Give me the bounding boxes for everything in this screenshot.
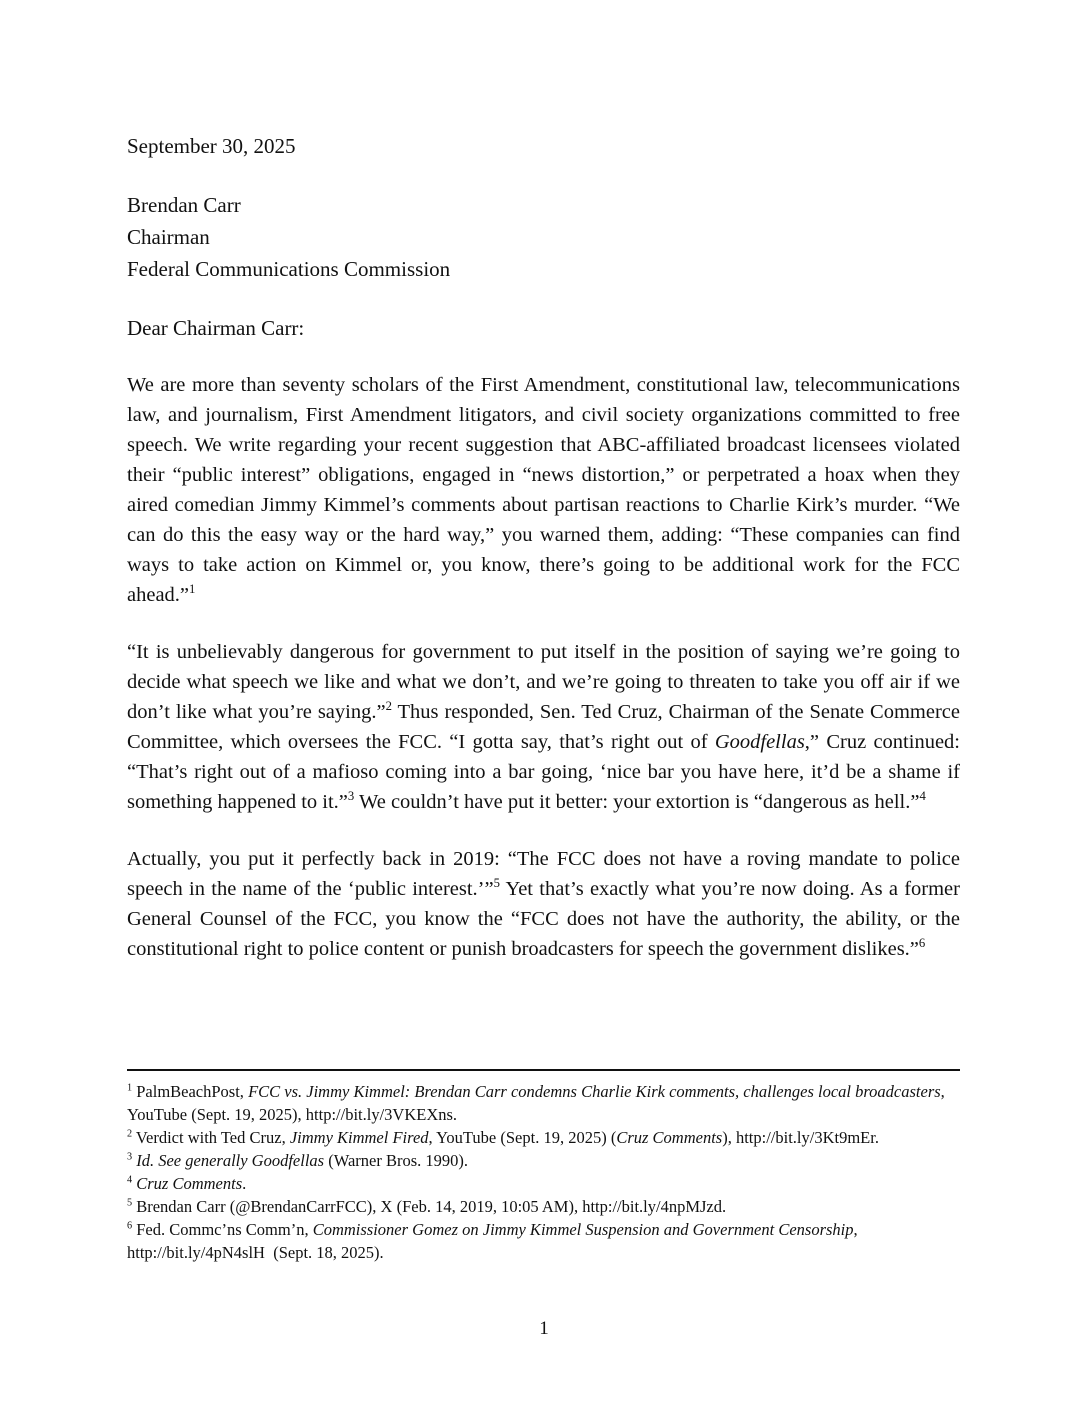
footnote-1 (127, 1080, 960, 1126)
page-number: 1 (539, 1318, 549, 1339)
text-run: Yet that’s exactly what you’re now doing. As a former General Counsel of the FCC, you know the “FCC does not have the authority, the ability, or the constitutional right to police content or punish broadcasters for speech the government dislikes.” (127, 878, 960, 960)
text-run: Id. See generally Goodfellas (136, 1151, 325, 1170)
text-run: ,” Cruz continued: “That’s right out of a mafioso coming into a bar going, ‘nice bar you have here, it’d be a shame if something happened to it.” (127, 731, 960, 813)
footnote-6 (127, 1218, 960, 1264)
text-run: “It is unbelievably dangerous for government to put itself in the position of saying we’re going to decide what speech we like and what we don’t, and we’re going to threaten to take you off air if we don’t like what you’re saying.” (127, 641, 960, 723)
footnote-ref: 2 (385, 699, 392, 714)
footnote-4 (127, 1172, 960, 1195)
recipient-name: Brendan Carr (127, 193, 241, 217)
footnote-ref: 4 (127, 1174, 133, 1186)
text-run: , YouTube (Sept. 19, 2025) ( (428, 1128, 617, 1147)
footnotes-section (127, 1069, 960, 1264)
footnote-ref: 5 (493, 876, 500, 891)
body-paragraph-1 (127, 370, 960, 610)
text-run: , http://bit.ly/4pN4slH (Sept. 18, 2025). (127, 1220, 862, 1262)
text-run: FCC vs. Jimmy Kimmel: Brendan Carr condemns Charlie Kirk comments, challenges local broadcasters (248, 1082, 941, 1101)
letter-date: September 30, 2025 (127, 134, 296, 158)
footnote-ref: 2 (127, 1128, 133, 1140)
text-run: Cruz Comments (616, 1128, 723, 1147)
footnote-ref: 6 (127, 1220, 133, 1232)
footnote-ref: 4 (919, 789, 926, 804)
text-run: Brendan Carr (@BrendanCarrFCC), X (Feb. 14, 2019, 10:05 AM), http://bit.ly/4npMJzd. (132, 1197, 727, 1216)
text-run: Commissioner Gomez on Jimmy Kimmel Suspension and Government Censorship (312, 1220, 854, 1239)
recipient-organization: Federal Communications Commission (127, 257, 451, 281)
footnote-ref: 1 (127, 1082, 133, 1094)
text-run: Verdict with Ted Cruz, (132, 1128, 290, 1147)
footnote-3 (127, 1149, 960, 1172)
salutation: Dear Chairman Carr: (127, 316, 305, 340)
text-run: Goodfellas (714, 731, 805, 753)
footnote-2 (127, 1126, 960, 1149)
body-paragraph-2 (127, 637, 960, 817)
footnote-ref: 3 (127, 1151, 133, 1163)
text-run: We are more than seventy scholars of the First Amendment, constitutional law, telecommunications law, and journalism, First Amendment litigators, and civil society organizations committed to free speech. We write regarding your recent suggestion that ABC-affiliated broadcast licensees violated their “public interest” obligations, engaged in “news distortion,” or perpetrated a hoax when they aired comedian Jimmy Kimmel’s comments about partisan reactions to Charlie Kirk’s murder. “We can do this the easy way or the hard way,” you warned them, adding: “These companies can find ways to take action on Kimmel or, you know, there’s going to be additional work for the FCC ahead.” (127, 374, 960, 606)
text-run: ), http://bit.ly/3Kt9mEr. (722, 1128, 879, 1147)
recipient-block (127, 189, 960, 285)
letter-content (127, 131, 960, 991)
footnote-ref: 6 (918, 936, 926, 951)
footnote-5 (127, 1195, 960, 1218)
text-run: , YouTube (Sept. 19, 2025), http://bit.ly/3VKEXns. (127, 1082, 949, 1124)
footnote-separator-line (127, 1069, 960, 1071)
text-run: (Warner Bros. 1990). (324, 1151, 469, 1170)
text-run: . (242, 1174, 247, 1193)
footnote-ref: 5 (127, 1197, 133, 1209)
text-run: Jimmy Kimmel Fired (289, 1128, 429, 1147)
body-paragraph-3 (127, 844, 960, 964)
text-run: We couldn’t have put it better: your extortion is “dangerous as hell.” (354, 791, 920, 813)
text-run: PalmBeachPost, (132, 1082, 249, 1101)
footnote-ref: 1 (189, 582, 196, 597)
text-run: Fed. Commc’ns Comm’n, (132, 1220, 313, 1239)
text-run: Cruz Comments (136, 1174, 243, 1193)
recipient-title: Chairman (127, 225, 210, 249)
footnote-ref: 3 (347, 789, 355, 804)
text-run: Thus responded, Sen. Ted Cruz, Chairman of the Senate Commerce Committee, which oversees the FCC. “I gotta say, that’s right out of (127, 701, 960, 753)
text-run: Actually, you put it perfectly back in 2019: “The FCC does not have a roving mandate to police speech in the name of the ‘public interest.’” (127, 848, 960, 900)
